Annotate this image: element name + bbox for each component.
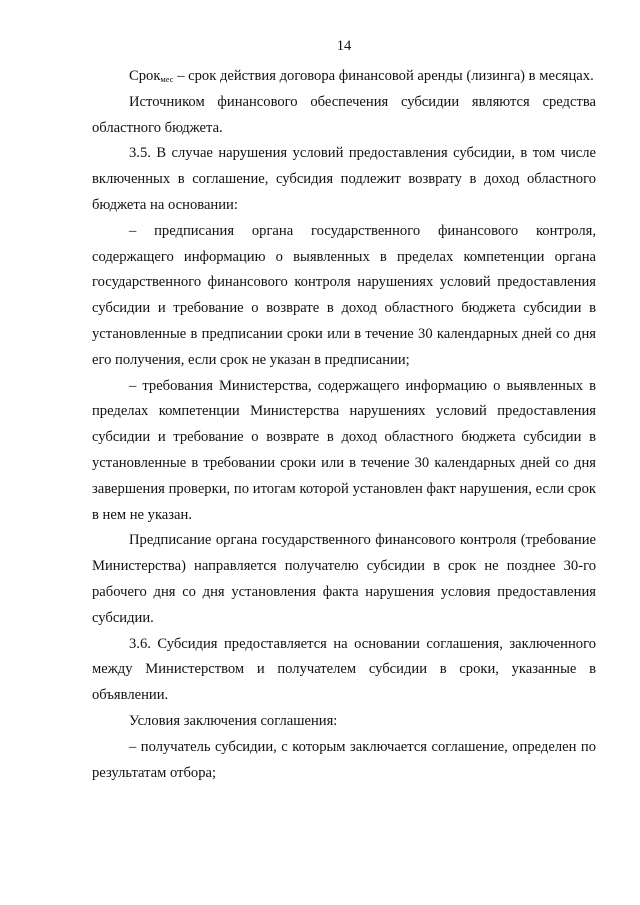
paragraph-3-5: 3.5. В случае нарушения условий предоставления субсидии, в том числе включенных в соглашение, субсидия подлежит возврату в доход областного бюджета на основании: [92,145,596,213]
paragraph-prescription-delivery: Предписание органа государственного финансового контроля (требование Министерства) направляется получателю субсидии в срок не позднее 30-го рабочего дня со дня установления факта нарушения условия предоставления субсидии. [92,532,596,626]
paragraph-agreement-condition-item: – получатель субсидии, с которым заключается соглашение, определен по результатам отбора; [92,738,596,781]
term-srok: Срок [129,68,161,84]
term-subscript: мес [160,74,174,84]
page-number: 14 [336,38,352,54]
paragraph-agreement-conditions-heading: Условия заключения соглашения: [129,712,338,729]
paragraph-funding-source: Источником финансового обеспечения субсидии являются средства областного бюджета. [92,93,596,136]
paragraph-3-6: 3.6. Субсидия предоставляется на основании соглашения, заключенного между Министерством и получателем субсидии в сроки, указанные в объявлении. [92,635,596,704]
paragraph-ministry-requirement-item: – требования Министерства, содержащего информацию о выявленных в пределах компетенции Министерства нарушениях условий предоставления субсидии и требование о возврате в доход областного бюджета субсидии в установленные в требовании сроки или в течение 30 календарных дней со дня завершения проверки, по итогам которой установлен факт нарушения, если срок в нем не указан. [92,377,596,523]
paragraph-prescription-item: – предписания органа государственного финансового контроля, содержащего информацию о выявленных в пределах компетенции органа государственного финансового контроля нарушениях условий предоставления субсидии и требование о возврате в доход областного бюджета субсидии в установленные в предписании сроки или в течение 30 календарных дней со дня его получения, если срок не указан в предписании; [92,222,596,368]
term-definition-text: – срок действия договора финансовой аренды (лизинга) в месяцах. [173,68,594,84]
paragraph-term-definition [92,64,596,90]
